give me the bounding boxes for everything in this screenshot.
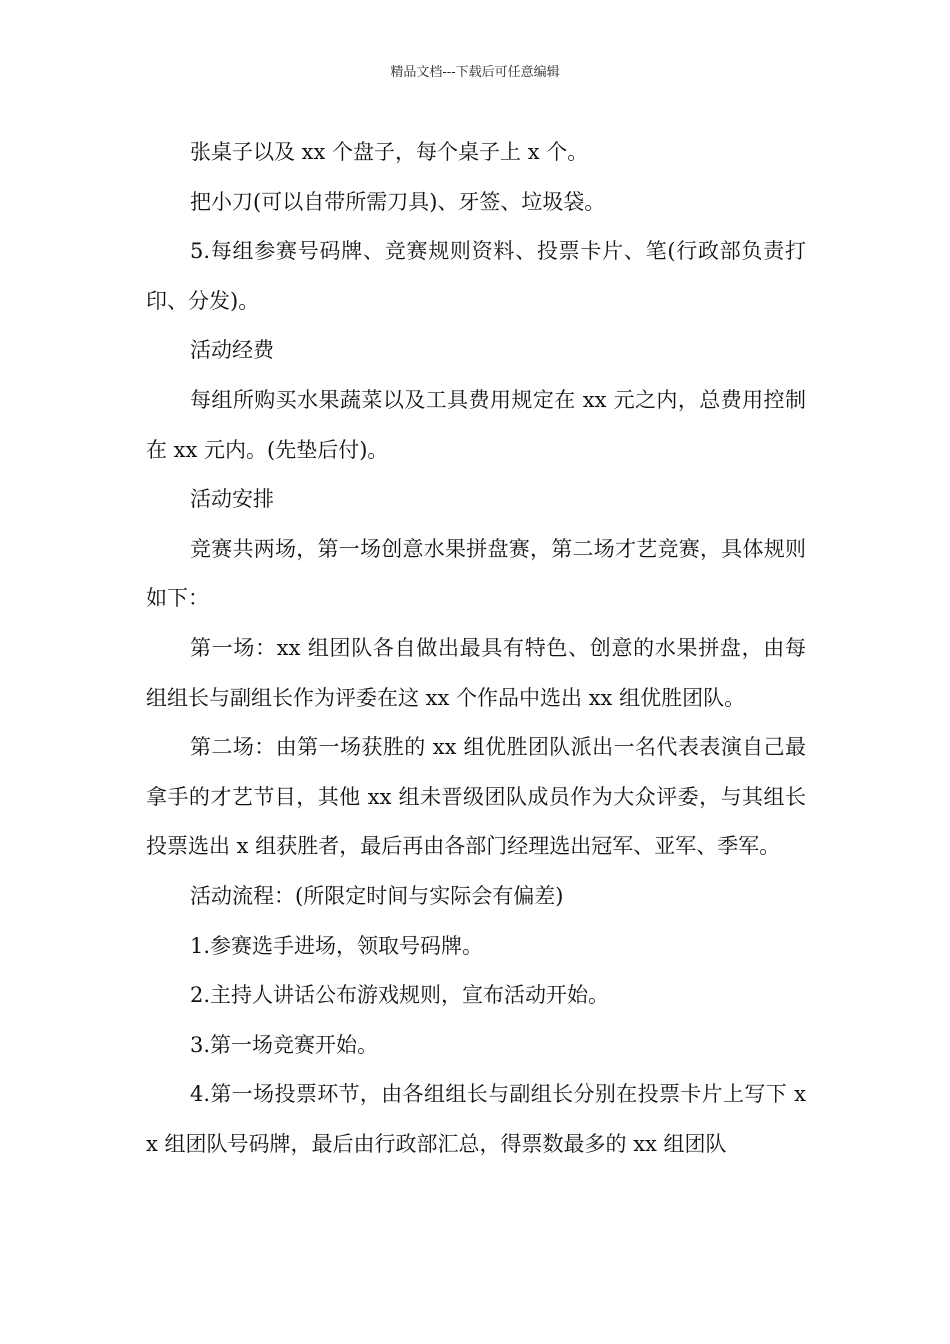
list-item: 4.第一场投票环节，由各组组长与副组长分别在投票卡片上写下 xx 组团队号码牌，最后由行政部汇总，得票数最多的 xx 组团队 bbox=[146, 1082, 806, 1156]
section-heading: 活动安排 bbox=[190, 487, 274, 512]
section-heading: 活动流程：(所限定时间与实际会有偏差) bbox=[190, 883, 564, 908]
document-body bbox=[146, 128, 806, 1169]
paragraph: 张桌子以及 xx 个盘子，每个桌子上 x 个。 bbox=[190, 140, 589, 164]
list-item: 3.第一场竞赛开始。 bbox=[190, 1032, 379, 1057]
list-item: 1.参赛选手进场，领取号码牌。 bbox=[190, 933, 484, 958]
paragraph: 第二场：由第一场获胜的 xx 组优胜团队派出一名代表表演自己最拿手的才艺节目，其他 xx 组未晋级团队成员作为大众评委，与其组长投票选出 x 组获胜者，最后再由各部门经理选出冠军、亚军、季军。 bbox=[146, 735, 806, 859]
page-header: 精品文档---下载后可任意编辑 bbox=[390, 65, 560, 80]
paragraph: 竞赛共两场，第一场创意水果拼盘赛，第二场才艺竞赛，具体规则如下： bbox=[146, 536, 806, 611]
paragraph: 5.每组参赛号码牌、竞赛规则资料、投票卡片、笔(行政部负责打印、分发)。 bbox=[146, 239, 806, 313]
paragraph: 把小刀(可以自带所需刀具)、牙签、垃圾袋。 bbox=[190, 189, 606, 214]
paragraph: 每组所购买水果蔬菜以及工具费用规定在 xx 元之内，总费用控制在 xx 元内。(先垫后付)。 bbox=[146, 387, 806, 462]
section-heading: 活动经费 bbox=[190, 338, 274, 363]
paragraph: 第一场：xx 组团队各自做出最具有特色、创意的水果拼盘，由每组组长与副组长作为评委在这 xx 个作品中选出 xx 组优胜团队。 bbox=[146, 635, 806, 710]
list-item: 2.主持人讲话公布游戏规则，宣布活动开始。 bbox=[190, 983, 610, 1008]
